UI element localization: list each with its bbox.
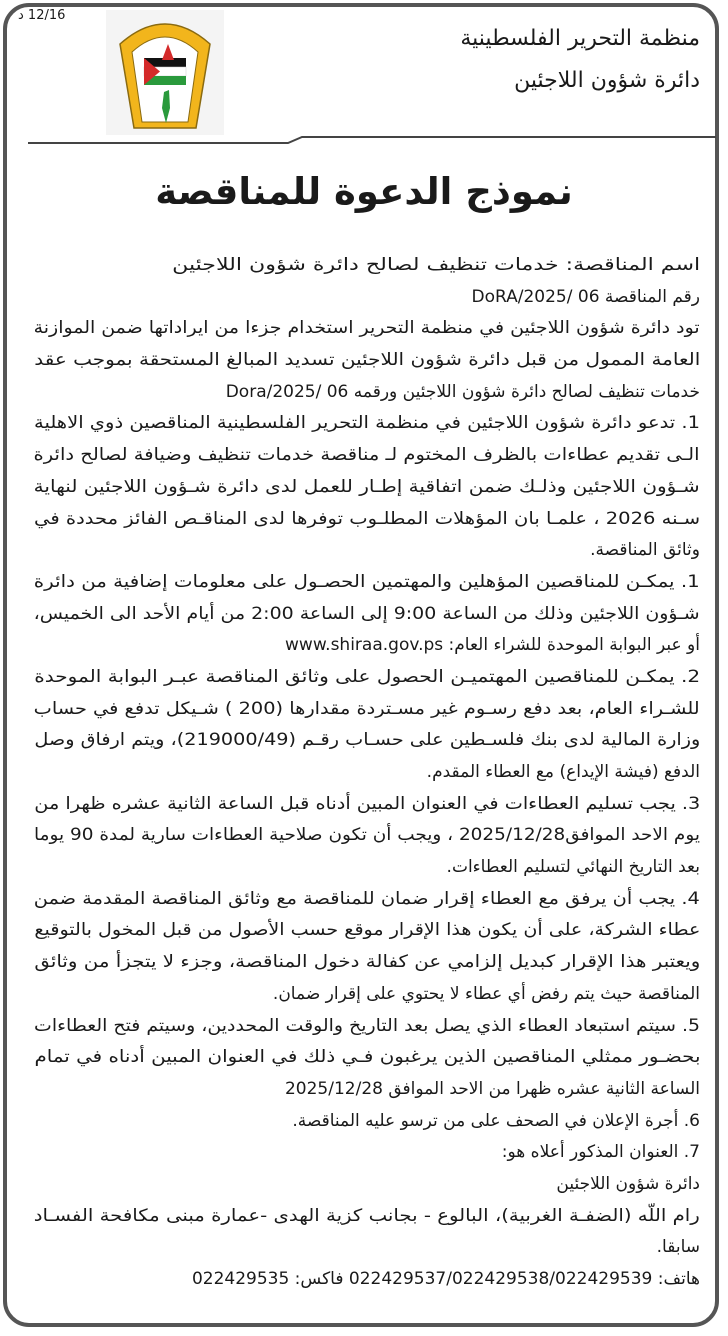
clause-line: المناقصة حيث يتم رفض أي عطاء لا يحتوي على إقرار ضمان. <box>272 983 700 1004</box>
address-line: رام اللّه (الضفـة الغربية)، البالوع - بجانب كزية الهدى -عمارة مبنى مكافحة الفسـاد <box>34 1205 700 1226</box>
issue-code: 12/16 د <box>18 8 66 23</box>
intro-line: تود دائرة شؤون اللاجئين في منظمة التحرير استخدام جزءا من ايراداتها ضمن الموازنة <box>34 318 700 339</box>
clause-line: 1. تدعو دائرة شؤون اللاجئين في منظمة التحرير الفلسطينية المناقصين ذوي الاهلية <box>34 413 700 434</box>
clause-line: 3. يجب تسليم العطاءات في العنوان المبين أدناه قبل الساعة الثانية عشره ظهرا من <box>34 793 700 814</box>
clause-line: وزارة المالية لدى بنك فلسـطين على حسـاب رقـم (219000/49)، ويتم ارفاق وصل <box>34 730 700 751</box>
clause-line: 7. العنوان المذكور أعلاه هو: <box>501 1142 700 1163</box>
clause-line: سـنه 2026 ، علمـا بان المؤهلات المطلـوب توفرها لدى المناقـص الفائز محددة في <box>34 508 700 529</box>
clause-line: 5. سيتم استبعاد العطاء الذي يصل بعد التاريخ والوقت المحددين، وسيتم فتح العطاءات <box>34 1015 700 1036</box>
org-name: منظمة التحرير الفلسطينية <box>460 26 700 51</box>
clause-line: بعد التاريخ النهائي لتسليم العطاءات. <box>446 857 700 878</box>
clause-line: الساعة الثانية عشره ظهرا من الاحد الموافق 2025/12/28 <box>284 1078 700 1099</box>
contact-phone-fax: هاتف: 022429537/022429538/022429539 فاكس: 022429535 <box>191 1269 700 1289</box>
clause-line: ويعتبر هذا الإقرار كبديل إلزامي عن كفالة دخول المناقصة، وجزء لا يتجزأ من وثائق <box>34 952 700 973</box>
address-line: دائرة شؤون اللاجئين <box>556 1173 700 1194</box>
clause-line: يوم الاحد الموافق2025/12/28 ، ويجب أن تكون صلاحية العطاءات سارية لمدة 90 يوما <box>34 825 700 846</box>
clause-line: شـؤون اللاجئين وذلك من الساعة 9:00 إلى الساعة 2:00 من أيام الأحد الى الخميس، <box>34 603 700 624</box>
intro-line: خدمات تنظيف لصالح دائرة شؤون اللاجئين ورقمه Dora/2025/ 06 <box>225 381 700 402</box>
header-divider <box>0 0 728 160</box>
intro-line: العامة الممول من قبل دائرة شؤون اللاجئين تسديد المبالغ المستحقة بموجب عقد <box>34 350 700 371</box>
clause-line: للشـراء العام، بعد دفع رسـوم غير مسـتردة مقدارها (200 ) شـيكل تدفع في حساب <box>34 698 700 719</box>
department-name: دائرة شؤون اللاجئين <box>514 68 700 93</box>
clause-line: عطاء الشركة، على أن يكون هذا الإقرار موقع حسب الأصول من قبل المخول بالتوقيع <box>34 920 700 941</box>
clause-line: 1. يمكـن للمناقصين المؤهلين والمهتمين الحصـول على معلومات إضافية من دائرة <box>34 571 700 592</box>
clause-line: 4. يجب أن يرفق مع العطاء إقرار ضمان للمناقصة مع وثائق المناقصة المقدمة ضمن <box>34 888 700 909</box>
tender-body <box>34 250 700 1296</box>
address-line: سابقا. <box>656 1237 700 1258</box>
clause-line: الدفع (فيشة الإيداع) مع العطاء المقدم. <box>426 762 700 782</box>
clause-line: 2. يمكـن للمناقصين المهتميـن الحصول على وثائق المناقصة عبـر البوابة الموحدة <box>34 666 700 687</box>
clause-line: 6. أجرة الإعلان في الصحف على من ترسو عليه المناقصة. <box>292 1110 700 1131</box>
portal-link-line: أو عبر البوابة الموحدة للشراء العام: www.shiraa.gov.ps <box>285 635 700 656</box>
tender-name-line: اسم المناقصة: خدمات تنظيف لصالح دائرة شؤون اللاجئين <box>171 255 700 275</box>
page-title: نموذج الدعوة للمناقصة <box>155 170 573 213</box>
clause-line: بحضـور ممثلي المناقصين الذين يرغبون فـي ذلك في العنوان المبين أدناه في تمام <box>34 1047 700 1068</box>
tender-number-line: رقم المناقصة DoRA/2025/ 06 <box>471 286 700 307</box>
clause-line: وثائق المناقصة. <box>590 540 700 561</box>
clause-line: الـى تقديم عطاءات بالظرف المختوم لـ مناقصة خدمات تنظيف وضيافة لصالح دائرة <box>34 445 700 466</box>
clause-line: شـؤون اللاجئين وذلـك ضمن اتفاقية إطـار للعمل لدى دائرة شـؤون اللاجئين لنهاية <box>34 476 700 497</box>
